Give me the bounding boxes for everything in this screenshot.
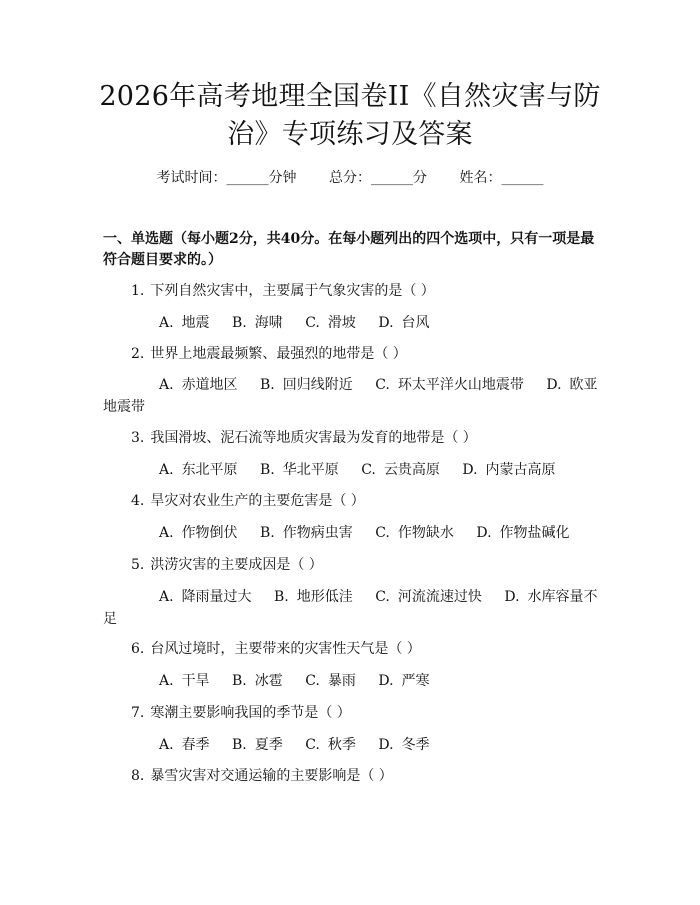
- option-c: C. 秋季: [305, 737, 356, 753]
- option-c: C. 云贵高原: [361, 462, 440, 478]
- option-d: D. 台风: [378, 315, 430, 331]
- option-d: D. 欧亚地震带: [103, 377, 598, 415]
- option-a: A. 干旱: [159, 673, 210, 689]
- question-number: 7.: [131, 705, 145, 721]
- question-3-options: [103, 459, 603, 481]
- question-text: 我国滑坡、泥石流等地质灾害最为发育的地带是（ ）: [150, 430, 477, 446]
- question-text: 世界上地震最频繁、最强烈的地带是（ ）: [150, 346, 407, 362]
- option-b: B. 地形低洼: [274, 589, 353, 605]
- question-6-stem: [131, 639, 601, 659]
- option-c: C. 作物缺水: [375, 525, 454, 541]
- option-c: C. 暴雨: [305, 673, 356, 689]
- option-c: C. 滑坡: [305, 315, 356, 331]
- option-a: A. 春季: [159, 737, 210, 753]
- question-number: 3.: [131, 430, 145, 446]
- question-8-stem: [131, 766, 601, 786]
- section-heading: 一、单选题（每小题2分，共40分。在每小题列出的四个选项中，只有一项是最符合题目要求的。）: [103, 231, 595, 268]
- option-c: C. 环太平洋火山地震带: [375, 377, 524, 393]
- question-2-stem: [131, 344, 601, 364]
- question-7-options: [103, 734, 603, 756]
- question-2-options: [103, 374, 608, 418]
- option-a: A. 地震: [159, 315, 210, 331]
- question-number: 6.: [131, 641, 145, 657]
- question-text: 下列自然灾害中，主要属于气象灾害的是（ ）: [150, 283, 435, 299]
- question-number: 2.: [131, 346, 145, 362]
- exam-time-field: 考试时间：______分钟: [156, 170, 297, 186]
- exam-meta: [0, 168, 700, 188]
- question-4-stem: [131, 491, 601, 511]
- option-d: D. 冬季: [378, 737, 430, 753]
- question-7-stem: [131, 703, 601, 723]
- option-b: B. 回归线附近: [260, 377, 353, 393]
- total-score-field: 总分：______分: [329, 170, 427, 186]
- question-number: 8.: [131, 768, 145, 784]
- option-d: D. 作物盐碱化: [476, 525, 570, 541]
- question-text: 暴雪灾害对交通运输的主要影响是（ ）: [150, 768, 393, 784]
- option-b: B. 作物病虫害: [260, 525, 353, 541]
- document-title: 2026年高考地理全国卷II《自然灾害与防治》专项练习及答案: [99, 81, 601, 150]
- option-a: A. 东北平原: [159, 462, 238, 478]
- option-a: A. 作物倒伏: [159, 525, 238, 541]
- option-b: B. 冰雹: [232, 673, 283, 689]
- question-3-stem: [131, 428, 601, 448]
- question-text: 寒潮主要影响我国的季节是（ ）: [150, 705, 351, 721]
- question-5-stem: [131, 555, 601, 575]
- question-number: 1.: [131, 283, 145, 299]
- question-1-stem: [131, 281, 601, 301]
- option-a: A. 赤道地区: [159, 377, 238, 393]
- option-c: C. 河流流速过快: [375, 589, 482, 605]
- option-b: B. 华北平原: [260, 462, 339, 478]
- option-b: B. 海啸: [232, 315, 283, 331]
- question-6-options: [103, 670, 603, 692]
- question-4-options: [103, 522, 603, 544]
- question-1-options: [103, 312, 603, 334]
- name-field: 姓名：______: [459, 170, 544, 186]
- question-text: 洪涝灾害的主要成因是（ ）: [150, 557, 323, 573]
- option-d: D. 内蒙古高原: [462, 462, 556, 478]
- question-5-options: [103, 586, 601, 630]
- option-d: D. 严寒: [378, 673, 430, 689]
- question-number: 5.: [131, 557, 145, 573]
- question-text: 旱灾对农业生产的主要危害是（ ）: [150, 493, 365, 509]
- option-a: A. 降雨量过大: [159, 589, 252, 605]
- option-b: B. 夏季: [232, 737, 283, 753]
- question-number: 4.: [131, 493, 145, 509]
- option-d: D. 水库容量不足: [103, 589, 598, 627]
- question-text: 台风过境时，主要带来的灾害性天气是（ ）: [150, 641, 421, 657]
